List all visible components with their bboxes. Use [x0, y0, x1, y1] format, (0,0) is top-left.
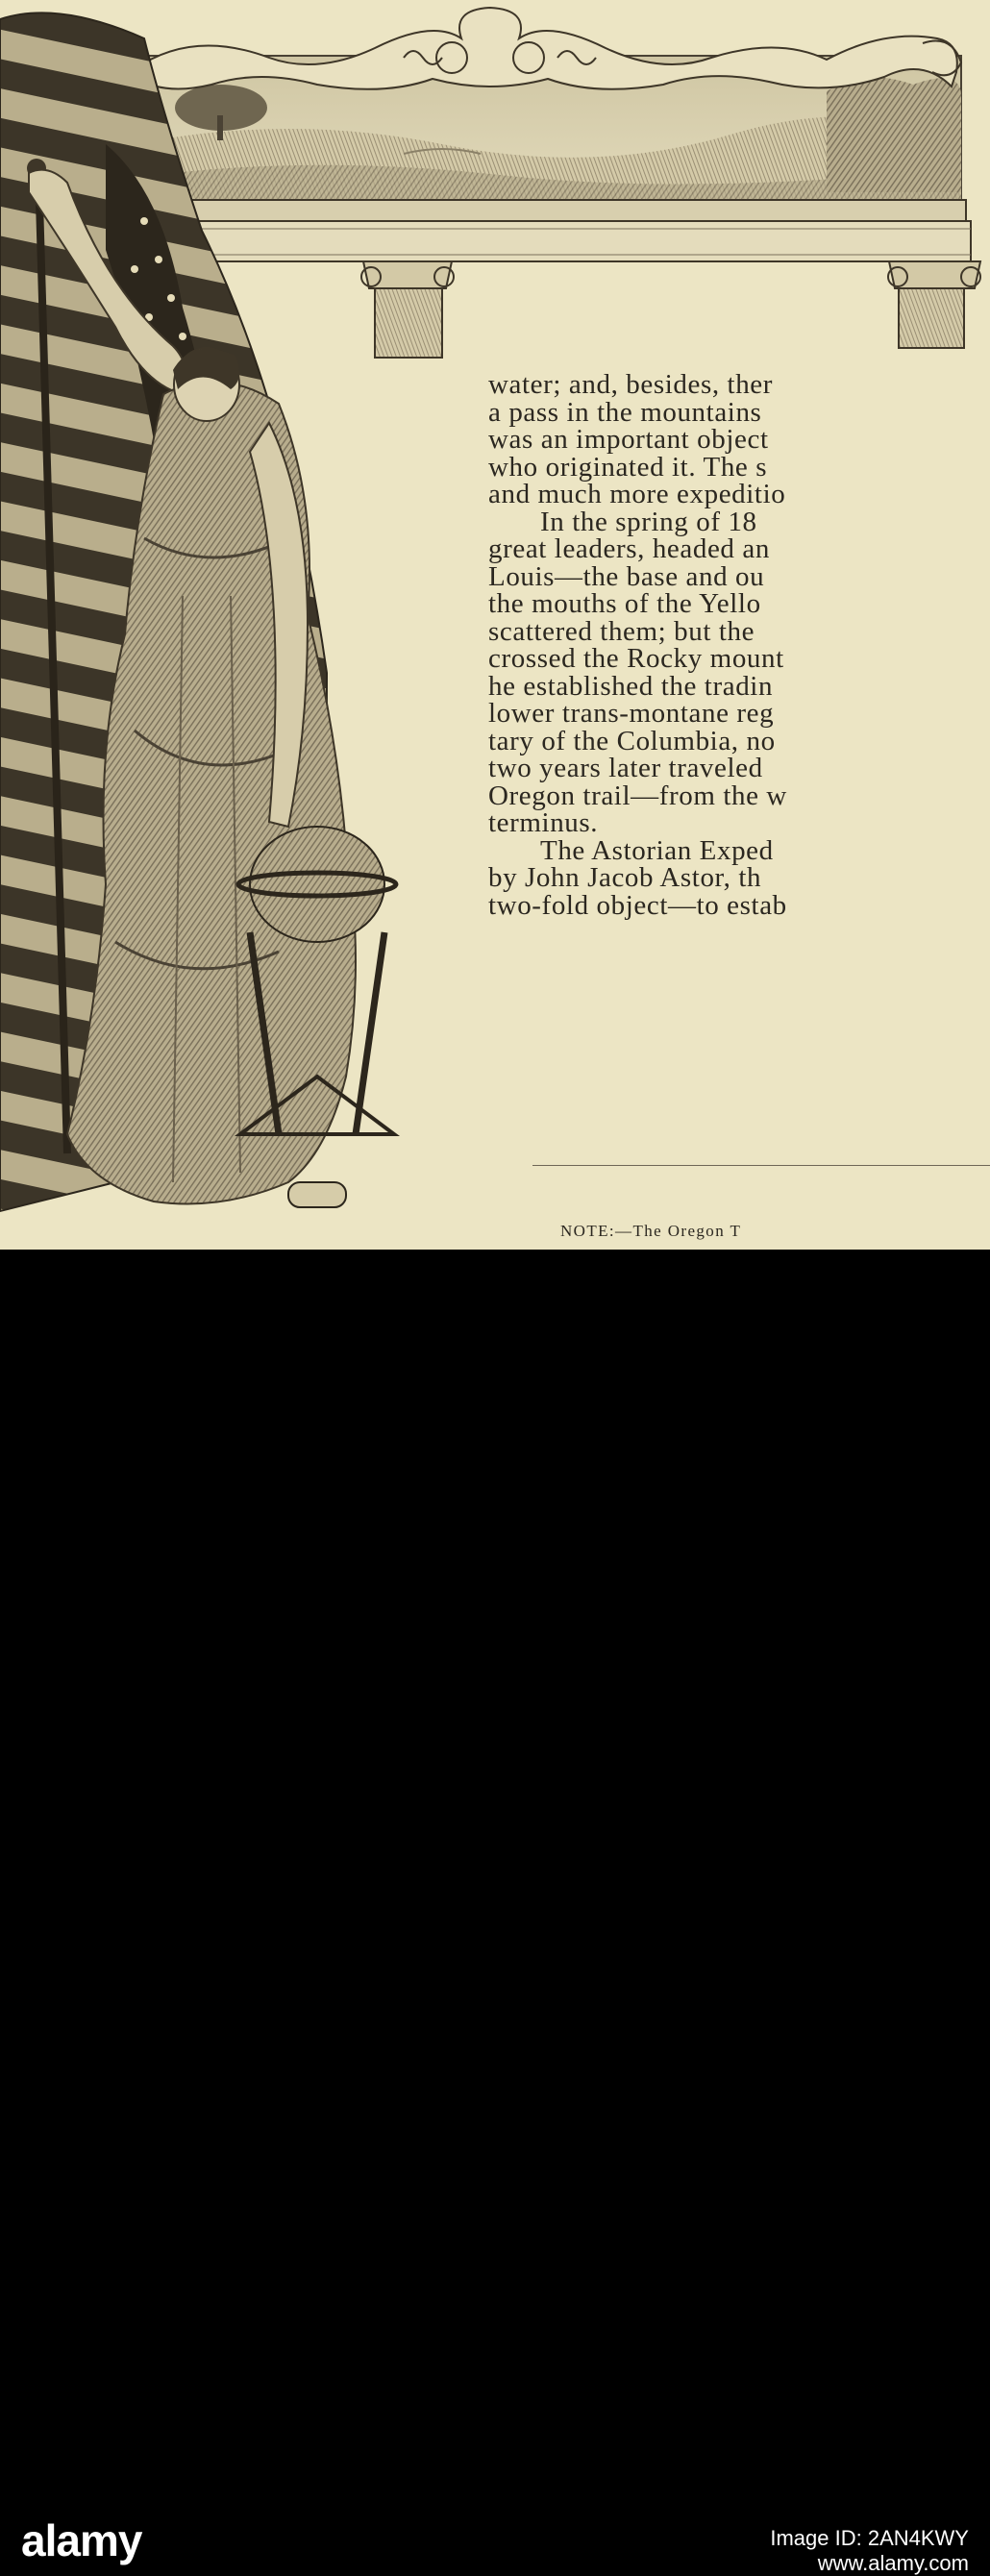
image-id: Image ID: 2AN4KWY [770, 2526, 969, 2550]
text-line: scattered them; but the [488, 615, 755, 647]
footer-info [770, 2526, 969, 2576]
text-line: water; and, besides, ther [488, 369, 774, 400]
book-page [0, 0, 990, 1250]
text-line: who originated it. The s [488, 451, 768, 483]
alamy-logo: alamy [21, 2515, 142, 2565]
text-line: terminus. [488, 807, 599, 838]
text-line: by John Jacob Astor, th [488, 862, 762, 893]
text-line: crossed the Rocky mount [488, 643, 784, 674]
text-line: Louis—the base and ou [488, 560, 765, 592]
text-line: The Astorian Exped [540, 834, 774, 866]
text-line: and much more expeditio [488, 479, 786, 509]
body-text [488, 371, 990, 919]
footnote: NOTE:—The Oregon T [560, 1222, 742, 1240]
footnote-rule [532, 1165, 990, 1166]
text-line: tary of the Columbia, no [488, 725, 776, 756]
text-line: two-fold object—to estab [488, 889, 787, 921]
scroll-ornament [135, 8, 961, 89]
text-line: Oregon trail—from the w [488, 780, 787, 811]
stock-footer [0, 1250, 990, 2575]
text-line: the mouths of the Yello [488, 588, 761, 619]
text-line: he established the tradin [488, 670, 774, 702]
text-line: In the spring of 18 [540, 506, 757, 537]
text-line: great leaders, headed an [488, 533, 770, 564]
text-line: was an important object [488, 424, 769, 455]
column-capitals [361, 261, 980, 358]
text-line: two years later traveled [488, 753, 763, 783]
text-line: a pass in the mountains [488, 396, 762, 428]
text-line: lower trans-montane reg [488, 698, 775, 729]
site-url: www.alamy.com [817, 2551, 969, 2575]
cornice-beam [159, 200, 971, 261]
